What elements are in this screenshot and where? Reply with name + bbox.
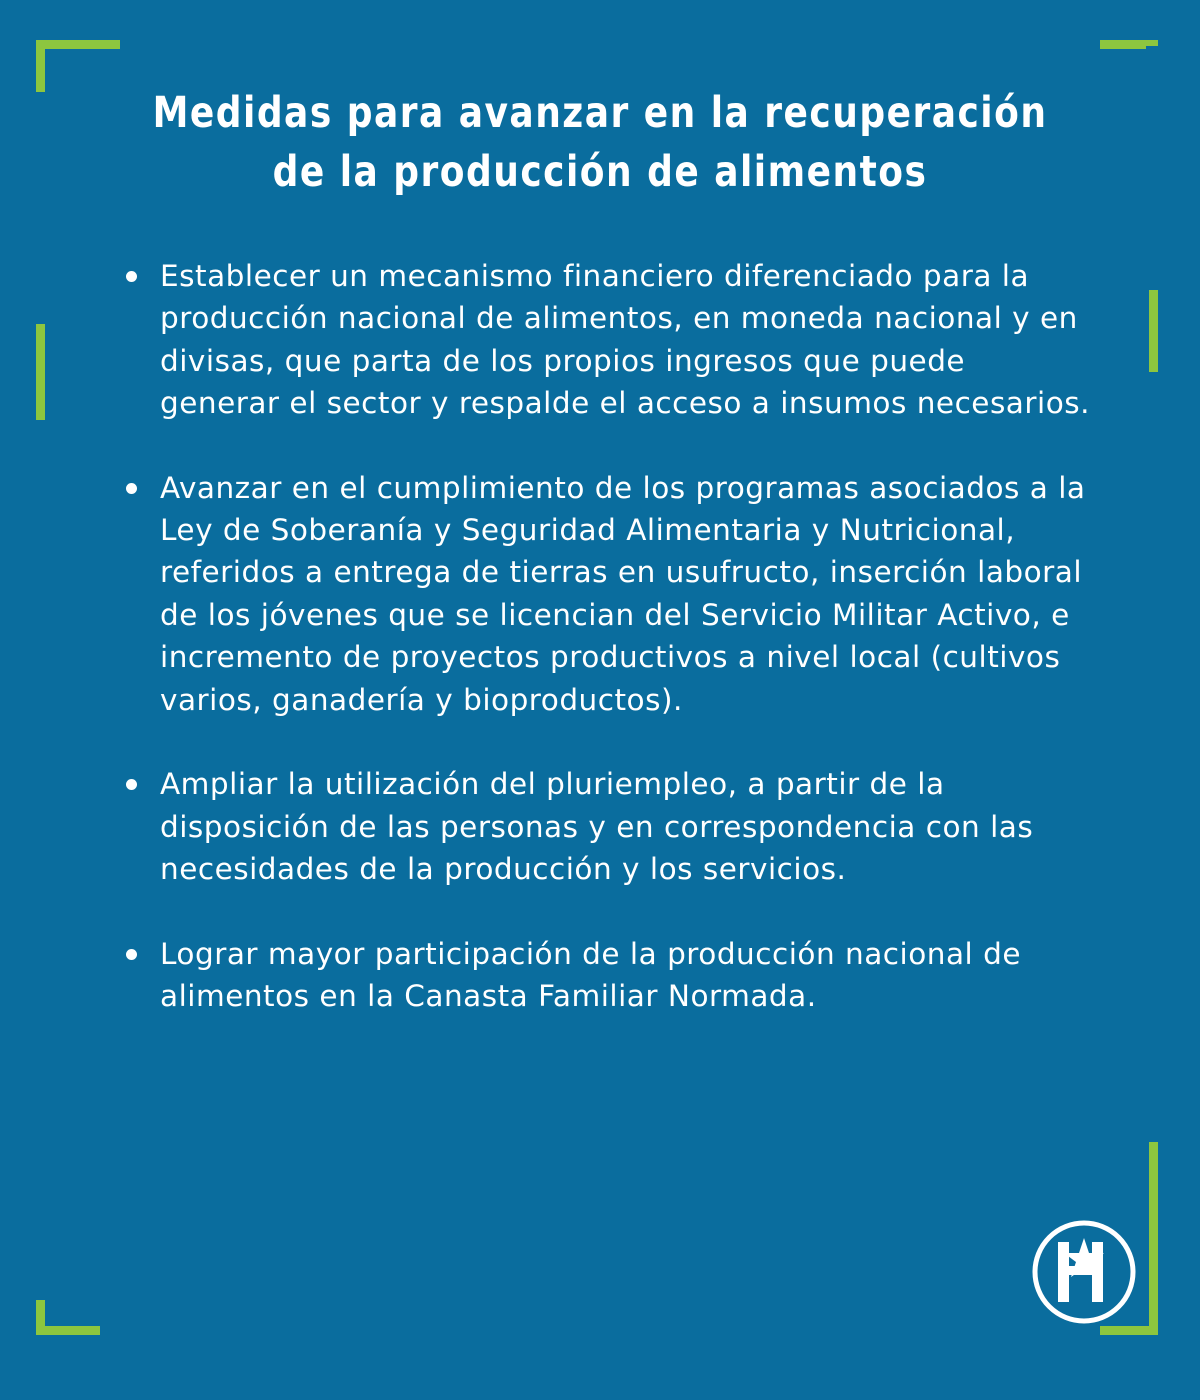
list-item [112, 255, 1094, 425]
bullet-icon [126, 271, 137, 282]
star-emblem-logo [1032, 1220, 1136, 1324]
list-item-text: Avanzar en el cumplimiento de los programas asociados a la Ley de Soberanía y Seguridad Alimentaria y Nutricional, referidos a entrega de tierras en usufructo, inserción laboral de los jóvenes que se licencian del Servicio Militar Activo, e incremento de proyectos productivos a nivel local (cultivos varios, ganadería y bioproductos). [160, 470, 1086, 717]
list-item [112, 467, 1094, 722]
bullet-icon [126, 949, 137, 960]
list-item-text: Establecer un mecanismo financiero diferenciado para la producción nacional de alimentos, en moneda nacional y en divisas, que parta de los propios ingresos que puede generar el sector y respalde el acceso a insumos necesarios. [160, 258, 1091, 421]
page-title: Medidas para avanzar en la recuperación de la producción de alimentos [152, 88, 1048, 198]
list-item [112, 763, 1094, 890]
frame-notch-bottom [100, 1326, 1100, 1346]
bullet-icon [126, 779, 137, 790]
list-item [112, 933, 1094, 1018]
list-item-text: Ampliar la utilización del pluriempleo, a partir de la disposición de las personas y en correspondencia con las necesidades de la producción y los servicios. [160, 767, 1034, 887]
bullet-icon [126, 483, 137, 494]
measures-list [96, 255, 1104, 1018]
list-item-text: Lograr mayor participación de la producción nacional de alimentos en la Canasta Familiar Normada. [160, 936, 1021, 1014]
